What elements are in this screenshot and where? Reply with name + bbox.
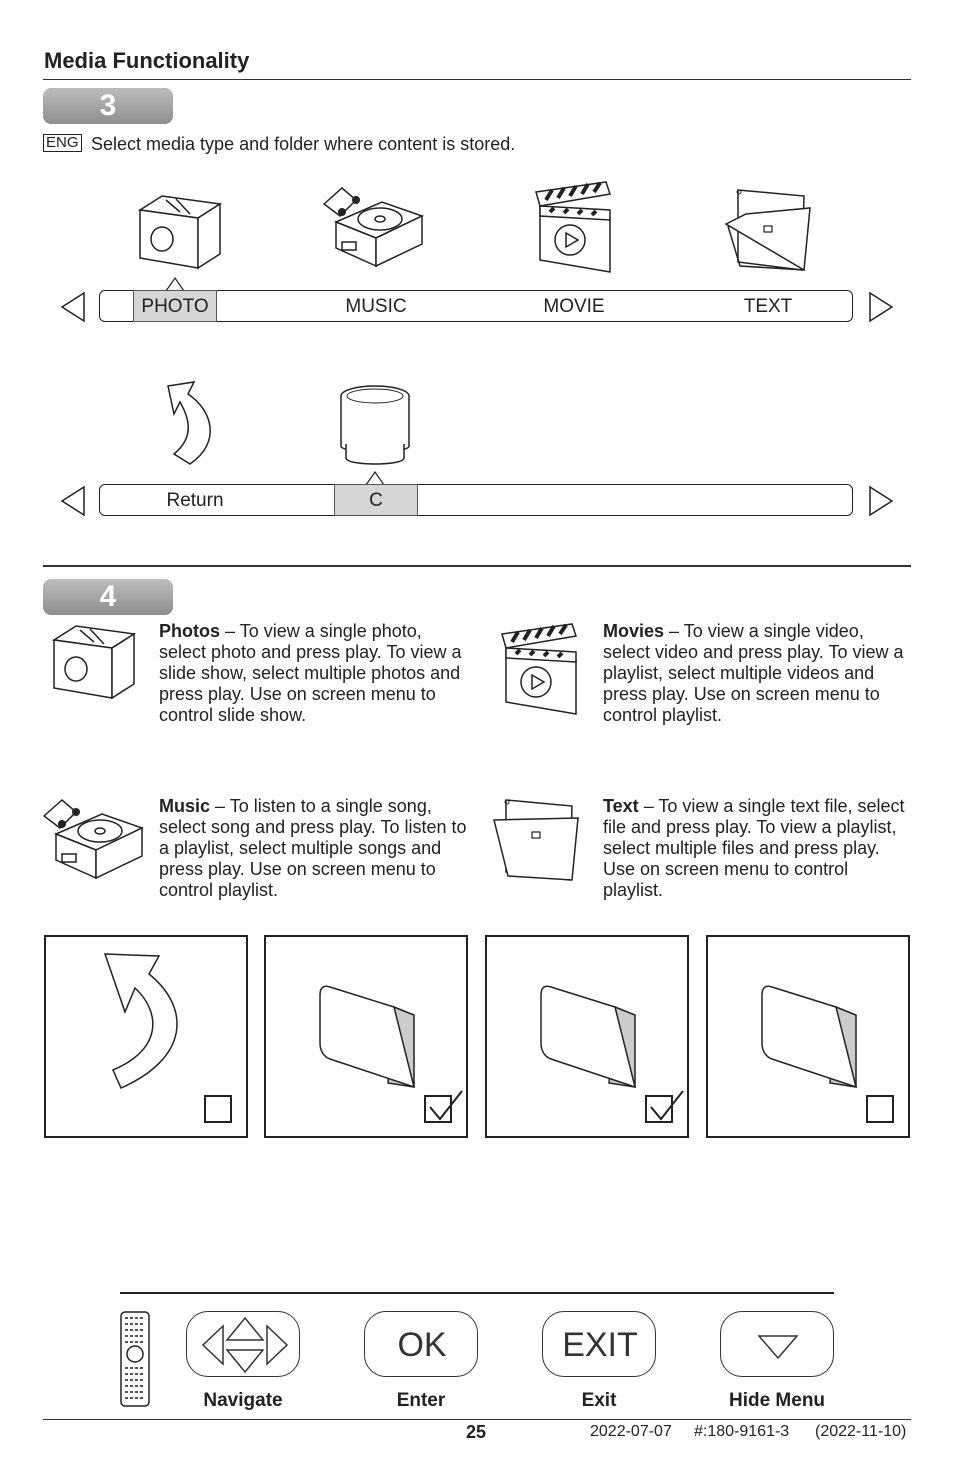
checkmark-icon <box>426 1089 466 1123</box>
step-badge-4: 4 <box>43 579 173 615</box>
camera-icon <box>136 192 222 272</box>
exit-key[interactable] <box>542 1311 656 1377</box>
footer-revision: (2022-11-10) <box>815 1423 907 1440</box>
menu-item-music[interactable]: MUSIC <box>345 296 407 317</box>
arrow-right-icon[interactable] <box>866 291 896 323</box>
ok-key-label: OK <box>397 1326 447 1364</box>
camera-icon-small <box>50 622 136 702</box>
page-number: 25 <box>466 1422 487 1442</box>
return-arrow-icon-large <box>101 952 191 1092</box>
folder-icon-large <box>758 985 862 1095</box>
panel-folder-1 <box>264 935 468 1138</box>
photos-description: Photos – To view a single photo, select photo and press play. To view a slide show, select multiple photos and press play. Use on screen menu to control slide show. <box>159 621 462 725</box>
legend-divider <box>120 1292 834 1294</box>
folder-icon-large <box>316 985 420 1095</box>
menu-item-movie[interactable]: MOVIE <box>543 296 605 317</box>
arrow-right-icon-2[interactable] <box>866 485 896 517</box>
exit-key-label: EXIT <box>562 1326 638 1364</box>
return-arrow-icon <box>166 380 222 466</box>
movies-description: Movies – To view a single video, select video and press play. To view a playlist, select multiple videos and press play. Use on screen menu to control playlist. <box>603 621 904 725</box>
section-divider <box>43 565 911 567</box>
enter-label: Enter <box>396 1390 446 1411</box>
step3-instruction: Select media type and folder where content is stored. <box>91 134 516 154</box>
hide-menu-label: Hide Menu <box>728 1390 826 1411</box>
music-description: Music – To listen to a single song, select song and press play. To listen to a playlist, select multiple songs and press play. Use on screen menu to control playlist. <box>159 796 467 900</box>
arrow-left-icon[interactable] <box>58 291 88 323</box>
footer-divider <box>43 1419 911 1420</box>
hide-menu-key[interactable] <box>720 1311 834 1377</box>
checkbox-folder-3[interactable] <box>866 1095 894 1123</box>
folder-icon-small <box>492 796 580 882</box>
arrow-left-icon-2[interactable] <box>58 485 88 517</box>
folder-icon <box>724 186 812 272</box>
navigation-arrows-icon <box>195 1316 295 1374</box>
clapperboard-icon <box>532 180 614 276</box>
music-box-icon-small <box>42 798 146 884</box>
text-description: Text – To view a single text file, select file and press play. To view a playlist, select multiple files and press play. Use on screen menu to control playlist. <box>603 796 905 900</box>
exit-label: Exit <box>581 1390 617 1411</box>
panel-folder-3 <box>706 935 910 1138</box>
menu-label-drive-c: C <box>369 490 383 511</box>
triangle-down-icon <box>757 1332 799 1360</box>
checkbox-return[interactable] <box>204 1095 232 1123</box>
menu-item-return[interactable]: Return <box>166 490 224 511</box>
remote-control-icon <box>119 1310 151 1408</box>
menu-label-photo: PHOTO <box>141 296 209 317</box>
footer-doc-number: #:180-9161-3 <box>694 1423 790 1440</box>
folder-icon-large <box>537 985 641 1095</box>
navigate-label: Navigate <box>203 1390 283 1411</box>
navigate-key[interactable] <box>186 1311 300 1377</box>
footer-date: 2022-07-07 <box>590 1423 672 1440</box>
panel-return <box>44 935 248 1138</box>
drive-icon <box>338 384 412 466</box>
title-divider <box>43 79 911 80</box>
language-tag: ENG <box>43 134 82 152</box>
page-title: Media Functionality <box>44 48 250 73</box>
music-box-icon <box>322 186 426 270</box>
clapperboard-icon-small <box>498 622 580 718</box>
panel-folder-2 <box>485 935 689 1138</box>
menu-item-text[interactable]: TEXT <box>743 296 793 317</box>
step-badge-3: 3 <box>43 88 173 124</box>
checkmark-icon <box>647 1089 687 1123</box>
ok-key[interactable] <box>364 1311 478 1377</box>
